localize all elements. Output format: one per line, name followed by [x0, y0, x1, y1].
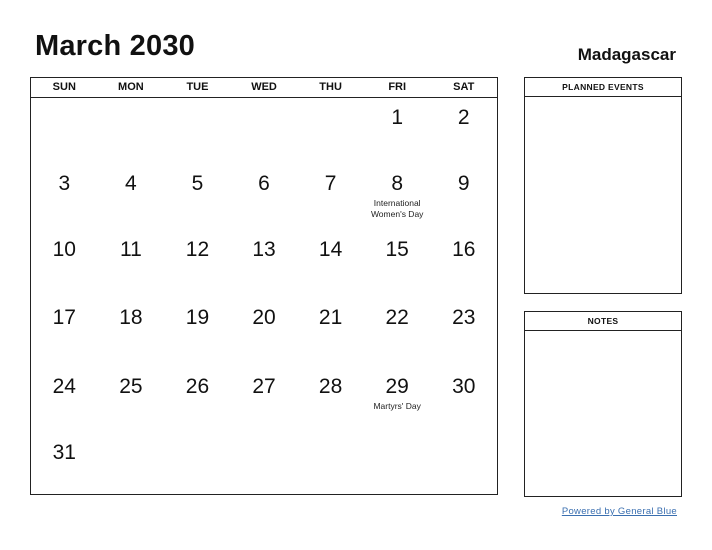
planned-events-panel — [524, 77, 682, 294]
day-cell — [164, 164, 231, 230]
day-cell — [31, 230, 98, 298]
day-cell — [98, 298, 165, 367]
day-number: 24 — [52, 375, 76, 398]
day-cell — [364, 433, 431, 496]
calendar-weeks — [31, 98, 497, 496]
day-number: 8 — [391, 172, 404, 195]
day-cell — [98, 164, 165, 230]
day-cell — [164, 367, 231, 433]
day-number: 31 — [52, 441, 76, 464]
country-label: Madagascar — [577, 45, 676, 64]
day-cell — [31, 164, 98, 230]
day-cell — [430, 367, 497, 433]
day-number: 16 — [452, 238, 476, 261]
day-number: 15 — [385, 238, 409, 261]
day-cell — [364, 298, 431, 367]
day-number: 18 — [119, 306, 143, 329]
day-number: 4 — [125, 172, 137, 195]
day-cell — [364, 367, 431, 433]
day-number: 25 — [119, 375, 143, 398]
day-cell — [31, 298, 98, 367]
day-cell — [297, 433, 364, 496]
calendar-week — [31, 164, 497, 230]
day-number: 10 — [52, 238, 76, 261]
day-of-week-header — [31, 78, 497, 98]
day-number: 22 — [385, 306, 409, 329]
day-cell — [297, 230, 364, 298]
day-cell — [364, 230, 431, 298]
powered-by-link[interactable]: Powered by General Blue — [561, 506, 677, 517]
day-cell — [430, 164, 497, 230]
dow-thu: THU — [319, 81, 342, 93]
calendar-week — [31, 367, 497, 433]
day-number: 19 — [185, 306, 210, 329]
day-number: 12 — [185, 238, 210, 261]
day-number: 9 — [457, 172, 470, 195]
day-number: 23 — [452, 306, 476, 329]
day-cell — [297, 298, 364, 367]
day-cell — [164, 433, 231, 496]
day-number: 21 — [318, 306, 343, 329]
dow-wed: WED — [251, 81, 277, 93]
day-cell — [98, 98, 165, 164]
day-cell — [297, 367, 364, 433]
day-cell — [31, 367, 98, 433]
holiday-label: Martyrs' Day — [373, 401, 421, 411]
day-cell — [98, 230, 165, 298]
day-cell — [231, 98, 298, 164]
day-cell — [98, 367, 165, 433]
planned-events-heading: PLANNED EVENTS — [525, 78, 681, 97]
day-number: 30 — [452, 375, 476, 398]
day-cell — [231, 433, 298, 496]
dow-mon: MON — [118, 81, 144, 93]
dow-sat: SAT — [453, 81, 475, 93]
day-cell — [231, 367, 298, 433]
day-number: 14 — [318, 238, 343, 261]
day-cell — [430, 98, 497, 164]
day-cell — [364, 98, 431, 164]
day-number: 26 — [185, 375, 210, 398]
calendar-week — [31, 433, 497, 496]
day-number: 28 — [318, 375, 343, 398]
dow-fri: FRI — [388, 81, 407, 93]
day-number: 2 — [457, 106, 470, 129]
day-number: 5 — [191, 172, 204, 195]
day-number: 6 — [258, 172, 270, 195]
day-cell — [430, 298, 497, 367]
dow-sun: SUN — [52, 81, 76, 93]
day-cell — [31, 98, 98, 164]
day-cell — [164, 298, 231, 367]
notes-heading: NOTES — [525, 312, 681, 331]
calendar-week — [31, 98, 497, 164]
day-number: 20 — [252, 306, 276, 329]
day-cell — [231, 230, 298, 298]
dow-tue: TUE — [186, 81, 209, 93]
day-cell — [430, 230, 497, 298]
day-cell — [297, 164, 364, 230]
notes-panel — [524, 311, 682, 497]
calendar-grid — [30, 77, 498, 495]
day-number: 13 — [252, 238, 276, 261]
day-cell — [364, 164, 431, 230]
day-number: 29 — [385, 375, 409, 398]
day-cell — [297, 98, 364, 164]
day-number: 7 — [324, 172, 337, 195]
day-cell — [231, 298, 298, 367]
day-cell — [231, 164, 298, 230]
day-cell — [31, 433, 98, 496]
day-number: 17 — [52, 306, 76, 329]
day-number: 1 — [391, 106, 404, 129]
day-number: 3 — [58, 172, 71, 195]
day-cell — [430, 433, 497, 496]
day-cell — [164, 230, 231, 298]
day-number: 11 — [119, 238, 142, 261]
page-title: March 2030 — [35, 30, 195, 62]
day-cell — [98, 433, 165, 496]
day-cell — [164, 98, 231, 164]
holiday-label: International Women's Day — [370, 198, 424, 219]
calendar-week — [31, 230, 497, 298]
day-number: 27 — [252, 375, 276, 398]
calendar-week — [31, 298, 497, 367]
